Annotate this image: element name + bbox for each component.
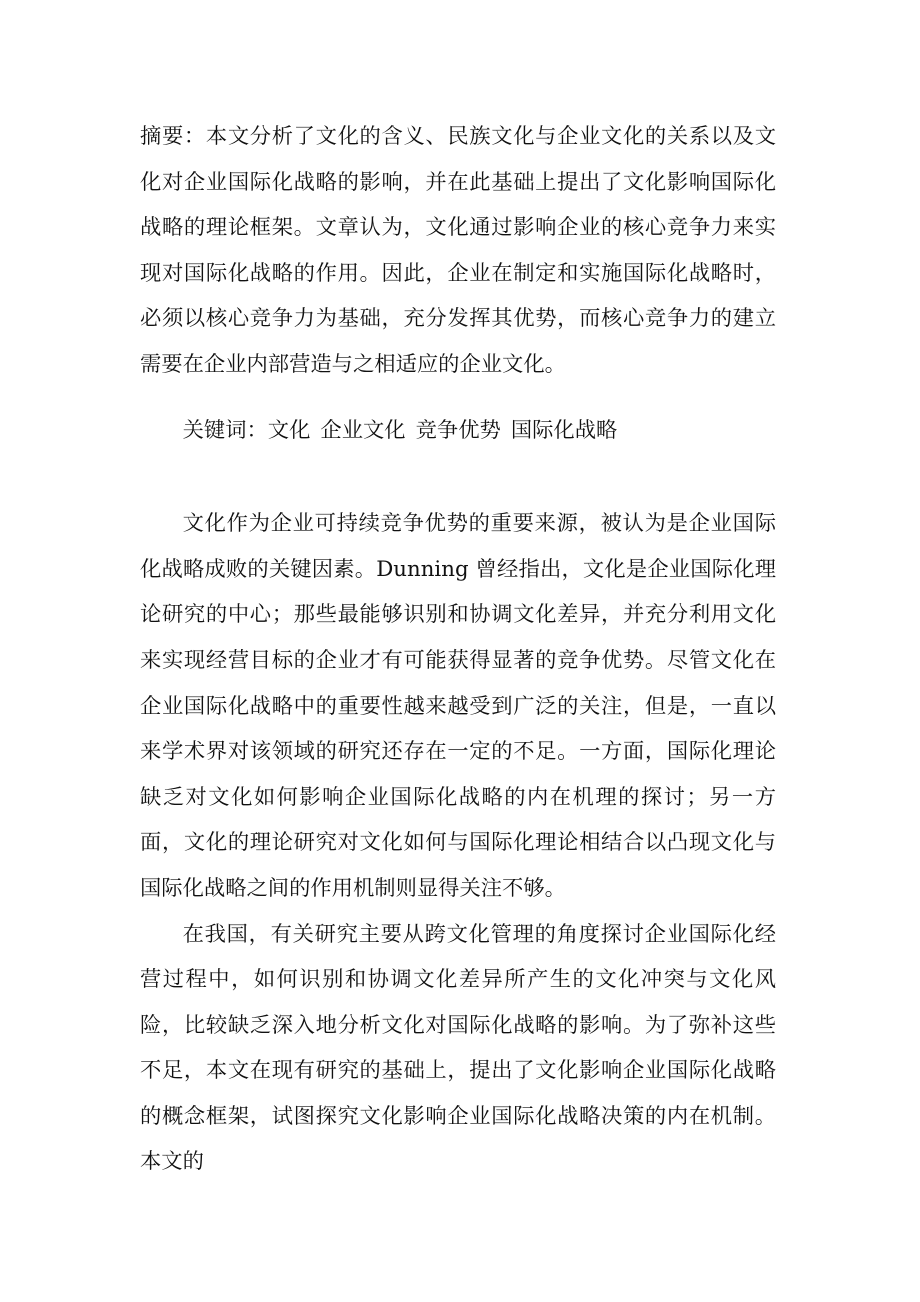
body-paragraph: 在我国，有关研究主要从跨文化管理的角度探讨企业国际化经营过程中，如何识别和协调文化差异所产生的文化冲突与文化风险，比较缺乏深入地分析文化对国际化战略的影响。为了弥补这些不足，本文在现有研究的基础上，提出了文化影响企业国际化战略的概念框架，试图探究文化影响企业国际化战略决策的内在机制。本文的 <box>140 921 776 1175</box>
keyword-item: 竞争优势 <box>415 417 501 443</box>
abstract-paragraph: 摘要：本文分析了文化的含义、民族文化与企业文化的关系以及文化对企业国际化战略的影响，并在此基础上提出了文化影响国际化战略的理论框架。文章认为，文化通过影响企业的核心竞争力来实现对国际化战略的作用。因此，企业在制定和实施国际化战略时，必须以核心竞争力为基础，充分发挥其优势，而核心竞争力的建立需要在企业内部营造与之相适应的企业文化。 <box>140 124 776 377</box>
keyword-item: 企业文化 <box>320 417 406 443</box>
section-spacer <box>140 453 776 501</box>
keyword-item: 国际化战略 <box>510 417 618 443</box>
keywords-line <box>140 408 776 454</box>
keywords-label: 关键词： <box>182 417 268 443</box>
document-page <box>140 114 776 1185</box>
keyword-item: 文化 <box>267 417 311 443</box>
body-paragraph: 文化作为企业可持续竞争优势的重要来源，被认为是企业国际化战略成败的关键因素。Dunning 曾经指出，文化是企业国际化理论研究的中心；那些最能够识别和协调文化差异，并充分利用文化来实现经营目标的企业才有可能获得显著的竞争优势。尽管文化在企业国际化战略中的重要性越来越受到广泛的关注，但是，一直以来学术界对该领域的研究还存在一定的不足。一方面，国际化理论缺乏对文化如何影响企业国际化战略的内在机理的探讨；另一方面，文化的理论研究对文化如何与国际化理论相结合以凸现文化与国际化战略之间的作用机制则显得关注不够。 <box>140 511 776 901</box>
